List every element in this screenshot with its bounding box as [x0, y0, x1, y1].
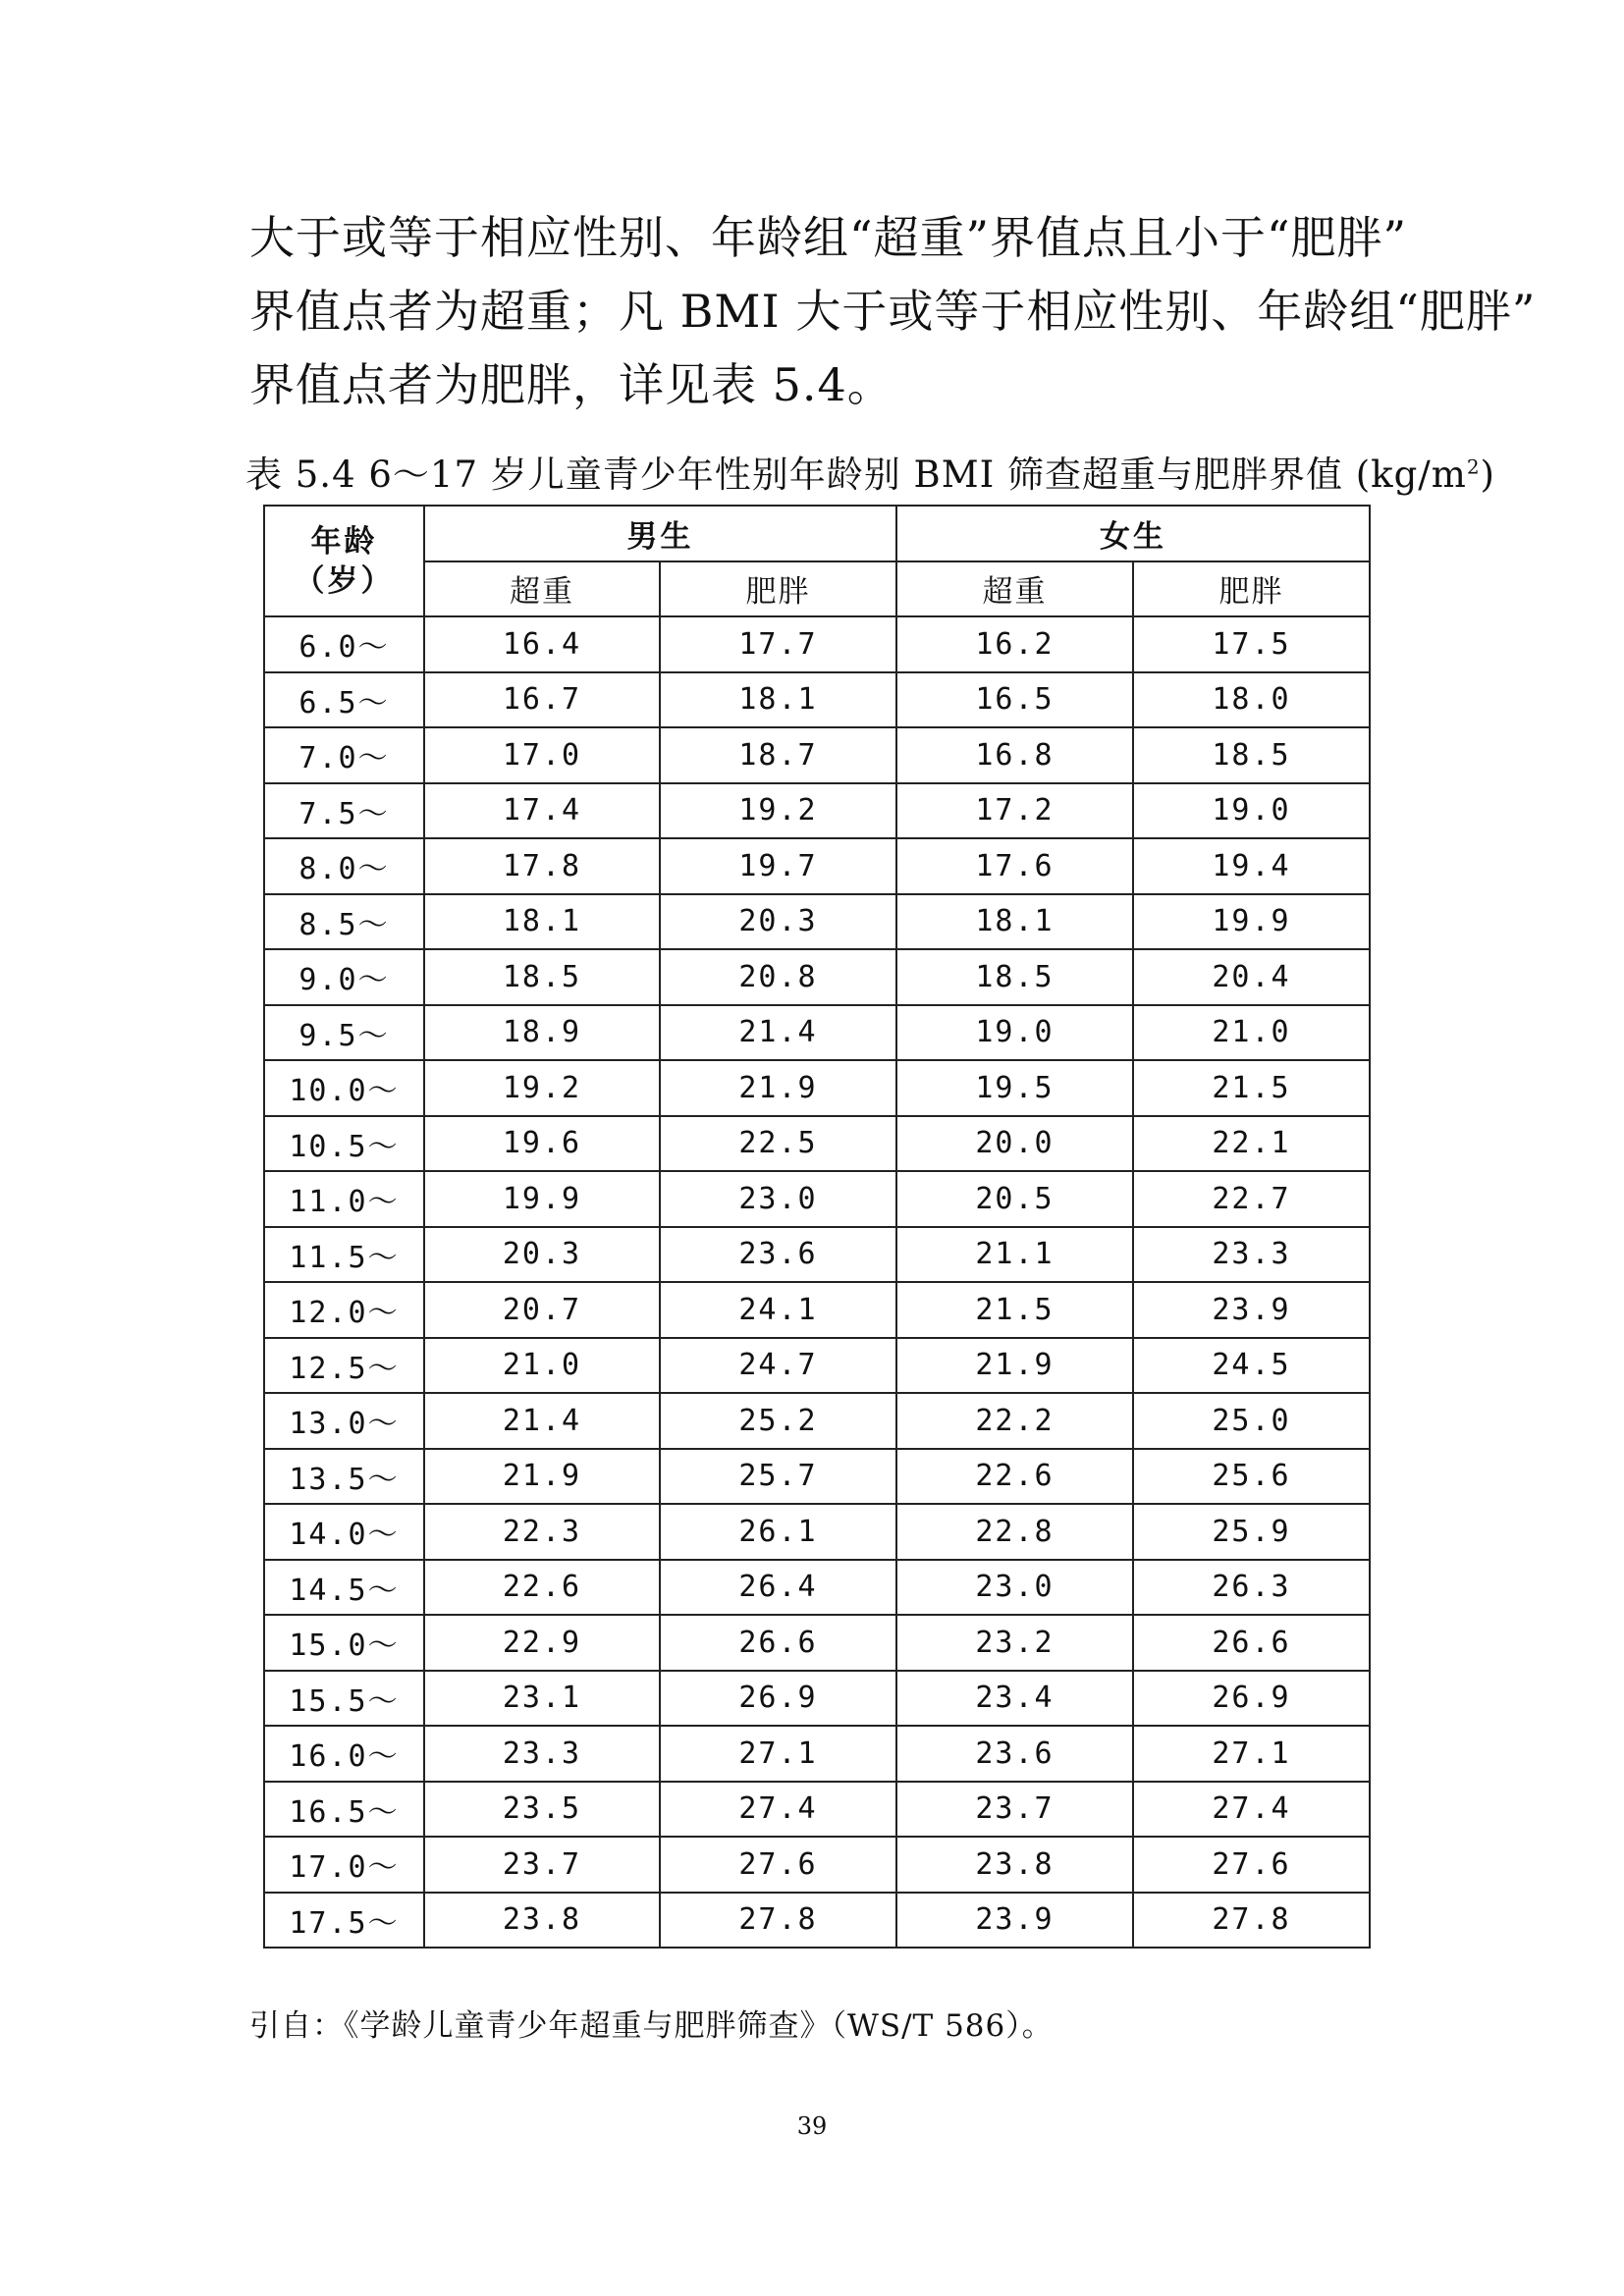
female-overweight-cell: 23.2 — [896, 1615, 1133, 1671]
table-row — [264, 1449, 1370, 1505]
male-overweight-cell: 18.1 — [424, 894, 660, 950]
table-row — [264, 1504, 1370, 1560]
female-overweight-cell: 19.5 — [896, 1060, 1133, 1116]
age-cell: 13.0～ — [264, 1393, 424, 1449]
female-obese-cell: 25.9 — [1133, 1504, 1370, 1560]
age-cell: 12.5～ — [264, 1338, 424, 1394]
table-row — [264, 1282, 1370, 1338]
female-obese-cell: 22.1 — [1133, 1116, 1370, 1172]
table-row — [264, 1393, 1370, 1449]
male-overweight-cell: 21.4 — [424, 1393, 660, 1449]
table-row — [264, 1171, 1370, 1227]
age-header-label: 年龄 — [310, 523, 378, 560]
male-obese-cell: 24.1 — [660, 1282, 896, 1338]
female-obese-cell: 19.4 — [1133, 838, 1370, 894]
male-obese-cell: 26.1 — [660, 1504, 896, 1560]
age-cell: 17.0～ — [264, 1837, 424, 1893]
table-caption-end: ) — [1480, 454, 1495, 496]
female-overweight-cell: 21.5 — [896, 1282, 1133, 1338]
male-overweight-cell: 22.3 — [424, 1504, 660, 1560]
female-obese-cell: 26.3 — [1133, 1560, 1370, 1616]
female-overweight-cell: 23.0 — [896, 1560, 1133, 1616]
male-obese-cell: 27.8 — [660, 1893, 896, 1949]
female-overweight-cell: 23.4 — [896, 1671, 1133, 1727]
male-obese-cell: 26.6 — [660, 1615, 896, 1671]
female-overweight-cell: 23.7 — [896, 1782, 1133, 1838]
male-obese-cell: 26.4 — [660, 1560, 896, 1616]
female-overweight-cell: 21.9 — [896, 1338, 1133, 1394]
male-obese-cell: 17.7 — [660, 616, 896, 672]
male-overweight-cell: 21.0 — [424, 1338, 660, 1394]
age-cell: 17.5～ — [264, 1893, 424, 1949]
male-obese-cell: 21.4 — [660, 1005, 896, 1061]
table-row — [264, 1893, 1370, 1949]
female-obese-cell: 27.6 — [1133, 1837, 1370, 1893]
table-row — [264, 1116, 1370, 1172]
female-obese-cell: 24.5 — [1133, 1338, 1370, 1394]
table-row — [264, 949, 1370, 1005]
table-row — [264, 1227, 1370, 1283]
female-group-header: 女生 — [896, 506, 1370, 561]
female-overweight-cell: 16.5 — [896, 672, 1133, 728]
male-overweight-cell: 16.4 — [424, 616, 660, 672]
male-overweight-cell: 18.5 — [424, 949, 660, 1005]
table-caption — [245, 445, 1495, 498]
female-obese-cell: 17.5 — [1133, 616, 1370, 672]
table-subheader-row — [264, 561, 1370, 617]
female-overweight-cell: 19.0 — [896, 1005, 1133, 1061]
table-row — [264, 894, 1370, 950]
age-column-header — [264, 506, 424, 616]
male-obese-cell: 25.7 — [660, 1449, 896, 1505]
male-group-header: 男生 — [424, 506, 896, 561]
female-obese-cell: 26.9 — [1133, 1671, 1370, 1727]
table-row — [264, 1560, 1370, 1616]
male-overweight-cell: 19.6 — [424, 1116, 660, 1172]
table-row — [264, 1671, 1370, 1727]
male-overweight-cell: 23.8 — [424, 1893, 660, 1949]
female-overweight-header: 超重 — [896, 561, 1133, 617]
age-header-unit: （岁） — [294, 562, 395, 599]
female-overweight-cell: 17.6 — [896, 838, 1133, 894]
table-caption-text: 表 5.4 6～17 岁儿童青少年性别年龄别 BMI 筛查超重与肥胖界值 (kg/m — [245, 454, 1467, 496]
female-overweight-cell: 22.2 — [896, 1393, 1133, 1449]
age-cell: 14.0～ — [264, 1504, 424, 1560]
male-overweight-cell: 23.1 — [424, 1671, 660, 1727]
female-overweight-cell: 16.2 — [896, 616, 1133, 672]
male-overweight-cell: 17.0 — [424, 727, 660, 783]
male-obese-cell: 27.6 — [660, 1837, 896, 1893]
age-cell: 7.0～ — [264, 727, 424, 783]
age-cell: 9.5～ — [264, 1005, 424, 1061]
table-body — [264, 616, 1370, 1948]
paragraph-line: 界值点者为超重；凡 BMI 大于或等于相应性别、年龄组“肥胖” — [249, 285, 1537, 338]
male-obese-cell: 19.7 — [660, 838, 896, 894]
female-obese-header: 肥胖 — [1133, 561, 1370, 617]
female-obese-cell: 27.4 — [1133, 1782, 1370, 1838]
female-obese-cell: 27.8 — [1133, 1893, 1370, 1949]
male-overweight-cell: 17.4 — [424, 783, 660, 839]
male-obese-cell: 20.3 — [660, 894, 896, 950]
table-row — [264, 1782, 1370, 1838]
age-cell: 11.0～ — [264, 1171, 424, 1227]
male-overweight-cell: 23.7 — [424, 1837, 660, 1893]
body-paragraph — [249, 201, 1537, 422]
male-overweight-cell: 18.9 — [424, 1005, 660, 1061]
age-cell: 9.0～ — [264, 949, 424, 1005]
age-cell: 10.0～ — [264, 1060, 424, 1116]
male-overweight-cell: 20.3 — [424, 1227, 660, 1283]
male-obese-cell: 23.0 — [660, 1171, 896, 1227]
table-row — [264, 838, 1370, 894]
paragraph-line: 大于或等于相应性别、年龄组“超重”界值点且小于“肥胖” — [249, 211, 1408, 264]
male-obese-cell: 27.4 — [660, 1782, 896, 1838]
male-obese-cell: 20.8 — [660, 949, 896, 1005]
female-overweight-cell: 23.8 — [896, 1837, 1133, 1893]
male-obese-cell: 23.6 — [660, 1227, 896, 1283]
male-obese-cell: 21.9 — [660, 1060, 896, 1116]
female-overweight-cell: 23.6 — [896, 1726, 1133, 1782]
table-header — [264, 506, 1370, 616]
female-obese-cell: 19.9 — [1133, 894, 1370, 950]
male-overweight-cell: 23.3 — [424, 1726, 660, 1782]
male-obese-cell: 27.1 — [660, 1726, 896, 1782]
age-cell: 14.5～ — [264, 1560, 424, 1616]
female-obese-cell: 22.7 — [1133, 1171, 1370, 1227]
female-overweight-cell: 17.2 — [896, 783, 1133, 839]
age-cell: 11.5～ — [264, 1227, 424, 1283]
paragraph-line: 界值点者为肥胖，详见表 5.4。 — [249, 358, 893, 411]
age-cell: 7.5～ — [264, 783, 424, 839]
table-caption-superscript: 2 — [1466, 454, 1481, 479]
female-obese-cell: 25.6 — [1133, 1449, 1370, 1505]
male-overweight-cell: 20.7 — [424, 1282, 660, 1338]
female-obese-cell: 26.6 — [1133, 1615, 1370, 1671]
table-row — [264, 1615, 1370, 1671]
male-overweight-cell: 19.9 — [424, 1171, 660, 1227]
age-cell: 6.5～ — [264, 672, 424, 728]
table-row — [264, 1726, 1370, 1782]
age-cell: 16.0～ — [264, 1726, 424, 1782]
female-obese-cell: 23.3 — [1133, 1227, 1370, 1283]
male-obese-cell: 26.9 — [660, 1671, 896, 1727]
table-row — [264, 1837, 1370, 1893]
male-obese-cell: 25.2 — [660, 1393, 896, 1449]
source-note: 引自：《学龄儿童青少年超重与肥胖筛查》（WS/T 586）。 — [249, 2008, 1054, 2044]
male-overweight-cell: 22.6 — [424, 1560, 660, 1616]
table-row — [264, 1005, 1370, 1061]
female-overweight-cell: 22.6 — [896, 1449, 1133, 1505]
male-obese-cell: 18.1 — [660, 672, 896, 728]
female-obese-cell: 21.5 — [1133, 1060, 1370, 1116]
male-overweight-cell: 19.2 — [424, 1060, 660, 1116]
female-obese-cell: 20.4 — [1133, 949, 1370, 1005]
age-cell: 13.5～ — [264, 1449, 424, 1505]
female-obese-cell: 19.0 — [1133, 783, 1370, 839]
table-row — [264, 1338, 1370, 1394]
male-overweight-cell: 22.9 — [424, 1615, 660, 1671]
female-obese-cell: 27.1 — [1133, 1726, 1370, 1782]
table-header-row — [264, 506, 1370, 561]
age-cell: 6.0～ — [264, 616, 424, 672]
age-cell: 15.0～ — [264, 1615, 424, 1671]
age-cell: 16.5～ — [264, 1782, 424, 1838]
age-cell: 12.0～ — [264, 1282, 424, 1338]
female-obese-cell: 18.5 — [1133, 727, 1370, 783]
age-cell: 15.5～ — [264, 1671, 424, 1727]
male-overweight-cell: 21.9 — [424, 1449, 660, 1505]
table-row — [264, 783, 1370, 839]
female-overweight-cell: 22.8 — [896, 1504, 1133, 1560]
male-obese-cell: 18.7 — [660, 727, 896, 783]
female-overweight-cell: 20.0 — [896, 1116, 1133, 1172]
female-obese-cell: 21.0 — [1133, 1005, 1370, 1061]
male-obese-cell: 24.7 — [660, 1338, 896, 1394]
male-overweight-header: 超重 — [424, 561, 660, 617]
male-obese-header: 肥胖 — [660, 561, 896, 617]
table-row — [264, 1060, 1370, 1116]
female-overweight-cell: 21.1 — [896, 1227, 1133, 1283]
female-obese-cell: 25.0 — [1133, 1393, 1370, 1449]
age-cell: 8.5～ — [264, 894, 424, 950]
female-obese-cell: 23.9 — [1133, 1282, 1370, 1338]
age-cell: 10.5～ — [264, 1116, 424, 1172]
table-row — [264, 727, 1370, 783]
female-overweight-cell: 18.5 — [896, 949, 1133, 1005]
female-overweight-cell: 23.9 — [896, 1893, 1133, 1949]
bmi-cutoff-table — [263, 505, 1371, 1949]
table-row — [264, 672, 1370, 728]
table-row — [264, 616, 1370, 672]
male-overweight-cell: 17.8 — [424, 838, 660, 894]
female-obese-cell: 18.0 — [1133, 672, 1370, 728]
female-overweight-cell: 20.5 — [896, 1171, 1133, 1227]
age-cell: 8.0～ — [264, 838, 424, 894]
page-number: 39 — [796, 2112, 828, 2140]
male-overweight-cell: 23.5 — [424, 1782, 660, 1838]
female-overweight-cell: 16.8 — [896, 727, 1133, 783]
male-obese-cell: 22.5 — [660, 1116, 896, 1172]
male-obese-cell: 19.2 — [660, 783, 896, 839]
female-overweight-cell: 18.1 — [896, 894, 1133, 950]
male-overweight-cell: 16.7 — [424, 672, 660, 728]
